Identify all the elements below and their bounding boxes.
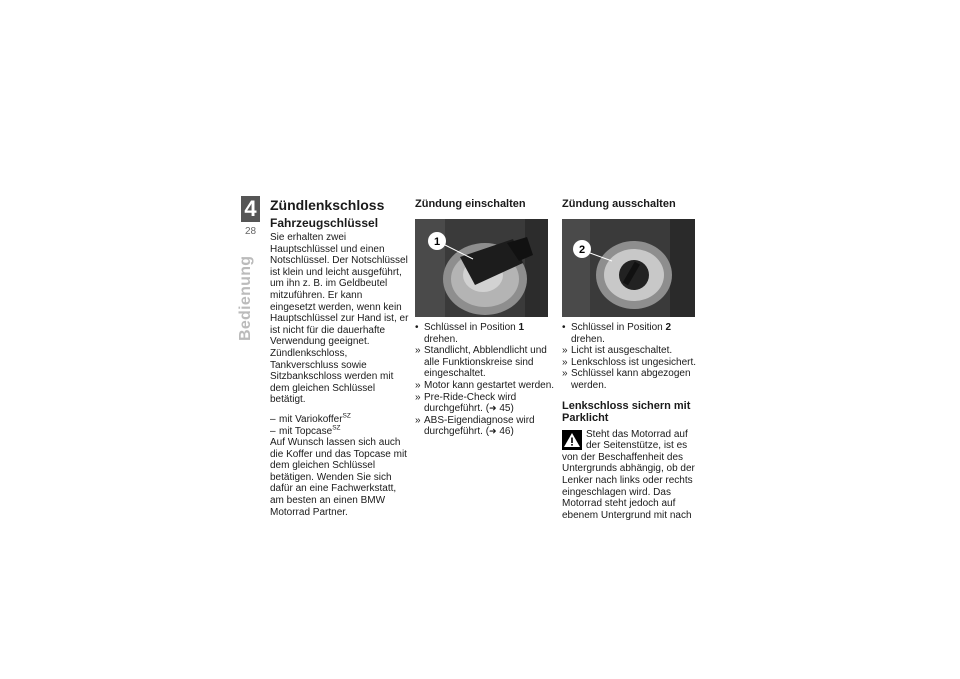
section-title: Zündung einschalten bbox=[415, 198, 526, 210]
list-item: » Lenkschloss ist ungesichert. bbox=[562, 357, 702, 369]
chapter-sidebar-title: Bedienung bbox=[237, 255, 254, 341]
list-item: • Schlüssel in Position 1 drehen. bbox=[415, 322, 555, 345]
reference-arrow-icon: ➜ bbox=[489, 426, 497, 437]
section-subtitle: Fahrzeugschlüssel bbox=[270, 216, 379, 230]
column-3 bbox=[562, 197, 702, 521]
list-item: » Standlicht, Abblendlicht und alle Funktionskreise sind eingeschaltet. bbox=[415, 345, 555, 380]
page-number: 28 bbox=[244, 226, 257, 237]
photo-label: 1 bbox=[433, 236, 441, 248]
section-subtitle: Lenkschloss sichern mit Parklicht bbox=[562, 399, 691, 425]
ignition-on-photo bbox=[415, 219, 548, 317]
warning-icon bbox=[562, 430, 582, 450]
ignition-off-photo bbox=[562, 219, 695, 317]
paragraph: Zündlenkschloss, Tankverschluss sowie Sitzbankschloss werden mit dem gleichen Schlüssel betätigt. bbox=[270, 347, 394, 406]
list-item: – mit Variokoffer$^{SZ}$ bbox=[270, 414, 410, 426]
list-item: – mit Topcase$^{SZ}$ bbox=[270, 426, 410, 438]
photo-label: 2 bbox=[578, 244, 586, 256]
warning-block bbox=[562, 429, 702, 522]
list-item: » Licht ist ausgeschaltet. bbox=[562, 345, 702, 357]
section-title: Zündlenkschloss bbox=[270, 197, 385, 213]
column-1 bbox=[270, 197, 410, 518]
reference-arrow-icon: ➜ bbox=[489, 403, 497, 414]
list-item: » Schlüssel kann abgezogen werden. bbox=[562, 368, 702, 391]
list-item: » ABS-Eigendiagnose wird durchgeführt. (➜ 46) bbox=[415, 415, 555, 438]
paragraph: Auf Wunsch lassen sich auch die Koffer und das Topcase mit dem gleichen Schlüssel betätigen. Wenden Sie sich dafür an eine Fachwerkstatt, am besten an einen BMW Motorrad Partner. bbox=[270, 437, 407, 518]
step-list bbox=[562, 322, 702, 392]
section-title: Zündung ausschalten bbox=[562, 198, 676, 210]
option-list bbox=[270, 414, 410, 437]
warning-text: Steht das Motorrad auf der Seitenstütze, ist es von der Beschaffenheit des Untergrunds abhängig, ob der Lenker nach links oder rechts eingeschlagen wird. Das Motorrad steht jedoch auf ebenem Untergrund mit nach bbox=[562, 428, 695, 521]
list-item: » Pre-Ride-Check wird durchgeführt. (➜ 45) bbox=[415, 392, 555, 415]
column-2 bbox=[415, 197, 555, 438]
list-item: • Schlüssel in Position 2 drehen. bbox=[562, 322, 702, 345]
paragraph: Sie erhalten zwei Hauptschlüssel und einen Notschlüssel. Der Notschlüssel ist klein und leicht ausgeführt, um ihn z. B. im Geldbeutel mitzuführen. Er kann eingesetzt werden, wenn kein Hauptschlüssel zur Hand ist, er ist nicht für die dauerhafte Verwendung geeignet. bbox=[270, 232, 409, 348]
list-item: » Motor kann gestartet werden. bbox=[415, 380, 555, 392]
chapter-tab: 4 bbox=[241, 196, 260, 222]
step-list bbox=[415, 322, 555, 438]
